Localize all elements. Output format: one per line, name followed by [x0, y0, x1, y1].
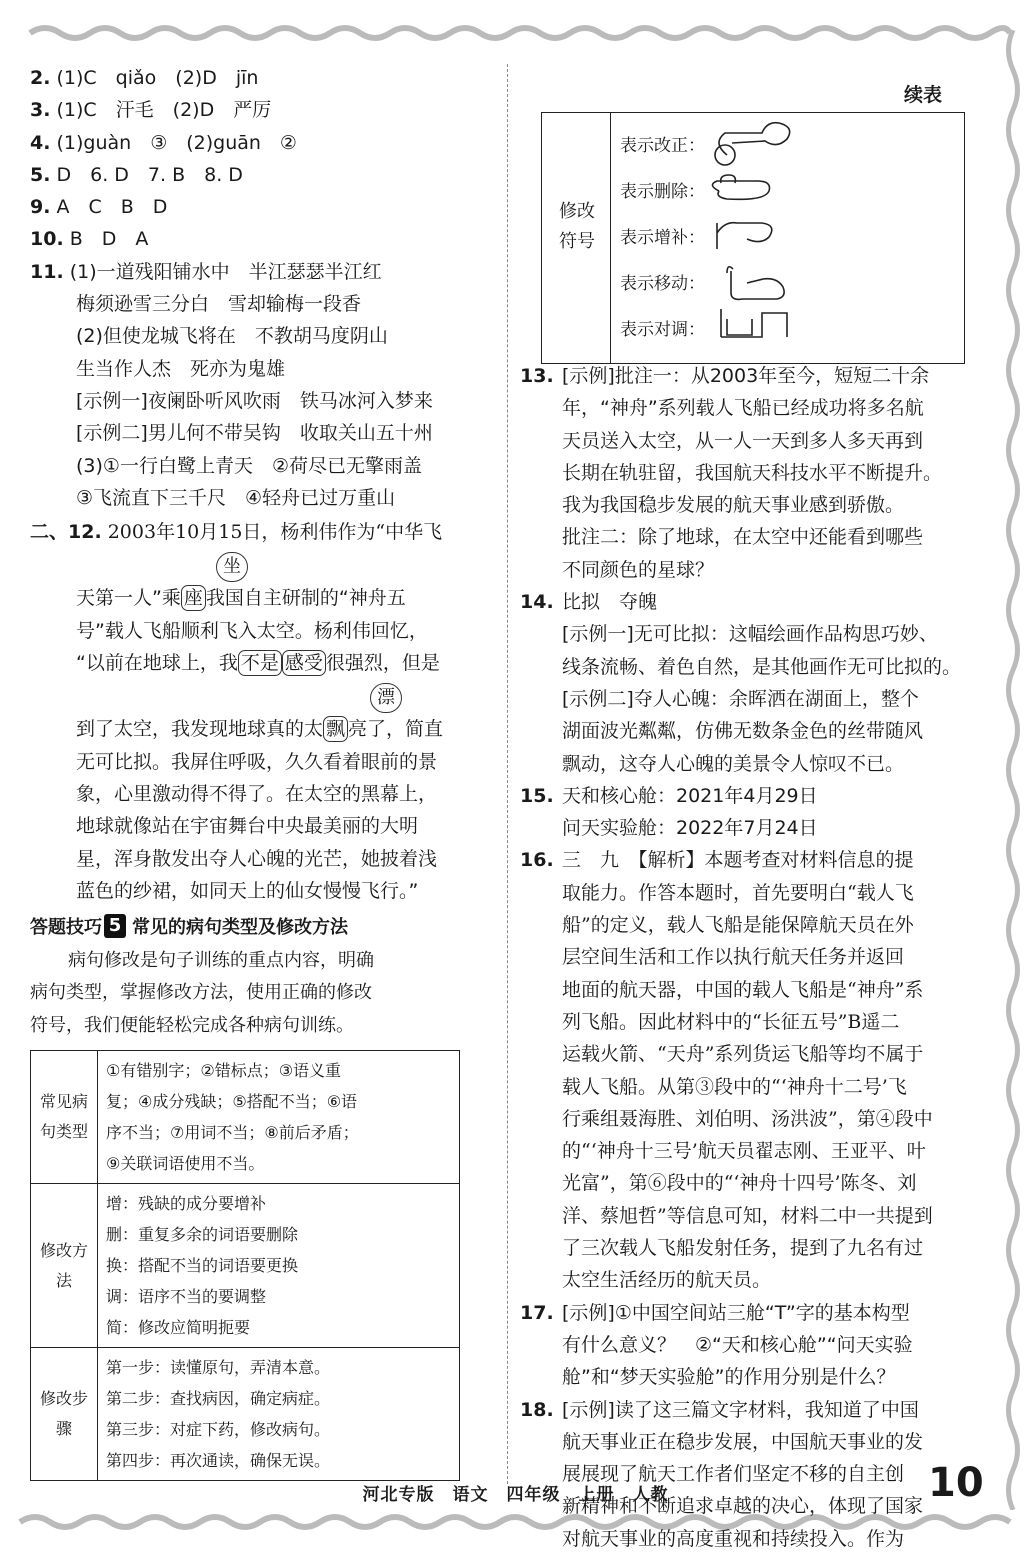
- symbol-row-label: 表示移动：: [620, 274, 705, 294]
- q13-line: [520, 425, 1005, 457]
- answer-text: 运载火箭、“天舟”系列货运飞船等均不属于: [562, 1043, 924, 1066]
- answer-text: 地面的航天器，中国的载人飞船是“神舟”系: [562, 978, 924, 1001]
- left-column: [30, 62, 490, 1481]
- q12-line: 无可比拟。我屏住呼吸，久久看着眼前的景: [76, 750, 438, 773]
- answer-text: 光富”，第⑥段中的“‘神舟十四号’陈冬、刘: [562, 1172, 917, 1195]
- answer-line: [30, 62, 490, 94]
- correction-symbols-box: [541, 112, 965, 364]
- swap-box-1: 不是: [238, 650, 282, 676]
- q16-line: [520, 1103, 1005, 1135]
- q13-line: [520, 392, 1005, 424]
- tip-header: 答题技巧 5 常见的病句类型及修改方法: [30, 915, 348, 939]
- q16-line: [520, 1167, 1005, 1199]
- q16-line: [520, 1135, 1005, 1167]
- q13-line: [520, 489, 1005, 521]
- table-row-head: 修改方法: [31, 1184, 98, 1348]
- q16-line: [520, 1071, 1005, 1103]
- answer-text: [示例]①中国空间站三舱“T”字的基本构型: [562, 1301, 910, 1324]
- answer-line: [示例一]夜阑卧听风吹雨 铁马冰河入梦来: [76, 389, 433, 412]
- answer-text: 问天实验舱：2022年7月24日: [562, 817, 818, 840]
- symbol-row-label: 表示删除：: [620, 182, 705, 202]
- q12-line-3: 号”载人飞船顺利飞入太空。杨利伟回忆，: [76, 619, 428, 642]
- answer-text: 洋、蔡旭哲”等信息可知，材料二中一共提到: [562, 1204, 933, 1227]
- q16-line: [520, 974, 1005, 1006]
- question-number: 18.: [520, 1398, 554, 1421]
- answer-line: [30, 256, 490, 288]
- answer-line: [30, 127, 490, 159]
- q12-line: 象，心里激动得不得了。在太空的黑幕上，: [76, 782, 438, 805]
- q16-line: [520, 941, 1005, 973]
- q12-rest: [30, 746, 490, 907]
- q12-line: 地球就像站在宇宙舞台中央最美丽的大明: [76, 815, 419, 838]
- table-row-body: [98, 1051, 460, 1184]
- answer-text: [示例一]无可比拟：这幅绘画作品构思巧妙、: [562, 623, 938, 646]
- tip-number-badge: 5: [104, 914, 126, 938]
- tip-table: [30, 1050, 460, 1481]
- table-row-head: 修改步骤: [31, 1348, 98, 1481]
- answer-text: 新精神和不断追求卓越的决心，体现了国家: [562, 1495, 924, 1518]
- answer-text: 天和核心舱：2021年4月29日: [562, 784, 818, 807]
- answer-text: 比拟 夺魄: [562, 591, 658, 614]
- q12-line-2: 天第一人”乘 座 我国自主研制的“神舟五: [76, 587, 406, 610]
- correction-box-zuo: 座: [181, 585, 206, 611]
- question-number: 9.: [30, 196, 51, 219]
- table-row: [31, 1348, 460, 1481]
- answer-text: 了三次载人飞船发射任务，提到了九名有过: [562, 1237, 924, 1260]
- answer-text: 航天事业正在稳步发展，中国航天事业的发: [562, 1430, 924, 1453]
- table-row: [31, 1184, 460, 1348]
- answer-line: [示例二]男儿何不带吴钩 收取关山五十州: [76, 422, 433, 445]
- table-cell-line: 第一步：读懂原句，弄清本意。: [106, 1358, 331, 1378]
- continued-label: 续表: [904, 84, 943, 106]
- q14-line: [520, 618, 1005, 650]
- answer-text: 取能力。作答本题时，首先要明白“载人飞: [562, 881, 914, 904]
- tip-intro-line: 病句修改是句子训练的重点内容，明确: [68, 950, 374, 972]
- question-number: 3.: [30, 99, 51, 122]
- insert-mark-2: [30, 679, 490, 719]
- answer-text: 批注二：除了地球，在太空中还能看到哪些: [562, 526, 924, 549]
- answer-text: (1)C qiǎo (2)D jīn: [50, 67, 259, 89]
- answer-text: [示例]批注一：从2003年至今，短短二十余: [562, 365, 930, 387]
- box-head: 修改符号: [559, 201, 595, 252]
- page-number: 10: [928, 1460, 984, 1506]
- right-wave-border: [1002, 30, 1024, 1510]
- insert-bubble-piao: 漂: [370, 683, 402, 713]
- q16-line: [520, 1038, 1005, 1070]
- answer-text: 展展现了航天工作者们坚定不移的自主创: [562, 1463, 905, 1486]
- q15-line: [520, 780, 1005, 812]
- answer-text: (1)guàn ③ (2)guān ②: [50, 131, 297, 154]
- right-answers: [520, 360, 1005, 1555]
- answers-11-continued: [30, 288, 490, 514]
- answer-text: B D A: [63, 228, 149, 251]
- q17-line: [520, 1297, 1005, 1329]
- question-number: 15.: [520, 784, 554, 807]
- q12-line: 星，浑身散发出夺人心魄的光芒，她披着浅: [76, 847, 438, 870]
- q13-line: [520, 360, 1005, 392]
- swap-box-2: 感受: [282, 650, 326, 676]
- table-cell-line: 复；④成分残缺；⑤搭配不当；⑥语: [106, 1092, 358, 1112]
- answer-line: (2)但使龙城飞将在 不教胡马度阴山: [76, 325, 388, 348]
- q16-line: [520, 844, 1005, 876]
- q16-line: [520, 877, 1005, 909]
- tip-intro-line: 符号，我们便能轻松完成各种病句训练。: [30, 1014, 354, 1036]
- q16-line: [520, 1264, 1005, 1296]
- q14-line: [520, 651, 1005, 683]
- answer-text: 我为我国稳步发展的航天事业感到骄傲。: [562, 494, 905, 517]
- question-number: 11.: [30, 260, 64, 283]
- question-number: 5.: [30, 163, 51, 186]
- answer-line: (3)①一行白鹭上青天 ②荷尽已无擎雨盖: [76, 454, 422, 477]
- symbol-row-label: 表示增补：: [620, 228, 705, 248]
- q12-line-4: “以前在地球上，我 不是 感受 很强烈，但是: [76, 652, 440, 675]
- q14-line: [520, 715, 1005, 747]
- page-footer: 河北专版 语文 四年级 上册 人教: [362, 1485, 669, 1505]
- q16-line: [520, 909, 1005, 941]
- answer-line: 生当作人杰 死亦为鬼雄: [76, 357, 286, 380]
- table-cell-line: 换：搭配不当的词语要更换: [106, 1256, 299, 1276]
- q14-line: [520, 748, 1005, 780]
- answer-text: (1)C 汗毛 (2)D 严厉: [50, 99, 272, 122]
- q15-line: [520, 812, 1005, 844]
- answer-text: 行乘组聂海胜、刘伯明、汤洪波”，第④段中: [562, 1107, 933, 1130]
- symbol-row-label: 表示改正：: [620, 136, 705, 156]
- answers-2-11: [30, 62, 490, 288]
- answer-text: 年，“神舟”系列载人飞船已经成功将多名航: [562, 397, 924, 420]
- answer-text: 线条流畅、着色自然，是其他画作无可比拟的。: [562, 655, 962, 678]
- answer-text: 长期在轨驻留，我国航天科技水平不断提升。: [562, 461, 943, 484]
- question-number: 13.: [520, 365, 554, 387]
- answer-line: 梅须逊雪三分白 雪却输梅一段香: [76, 293, 362, 316]
- answer-text: 载人飞船。从第③段中的“‘神舟十二号’飞: [562, 1075, 907, 1098]
- q12-line: 蓝色的纱裙，如同天上的仙女慢慢飞行。”: [76, 879, 419, 902]
- answer-text: 不同颜色的星球？: [562, 558, 715, 581]
- question-number: 17.: [520, 1301, 554, 1324]
- answer-text: 湖面波光粼粼，仿佛无数条金色的丝带随风: [562, 720, 924, 743]
- answer-text: [示例二]夺人心魄：余晖洒在湖面上，整个: [562, 687, 919, 710]
- question-number: 2.: [30, 67, 51, 89]
- insert-bubble-zuo: 坐: [216, 552, 248, 582]
- q18-line: [520, 1523, 1005, 1555]
- answer-text: (1)一道残阳铺水中 半江瑟瑟半江红: [63, 260, 382, 283]
- table-row-head: 常见病句类型: [31, 1051, 98, 1184]
- correction-box-piao: 飘: [323, 716, 348, 742]
- q17-line: [520, 1329, 1005, 1361]
- answer-line: [30, 94, 490, 126]
- box-separator: [610, 113, 611, 363]
- q13-line: [520, 457, 1005, 489]
- q12-first-line: 二、12. 2003年10月15日，杨利伟作为“中华飞: [30, 521, 443, 544]
- table-cell-line: 序不当；⑦用词不当；⑧前后矛盾；: [106, 1123, 359, 1143]
- q17-line: [520, 1361, 1005, 1393]
- answer-line: [30, 223, 490, 255]
- q18-line: [520, 1394, 1005, 1426]
- answer-line: ③飞流直下三千尺 ④轻舟已过万重山: [76, 486, 396, 509]
- q13-line: [520, 521, 1005, 553]
- q18-line: [520, 1426, 1005, 1458]
- q14-line: [520, 683, 1005, 715]
- answer-text: [示例]读了这三篇文字材料，我知道了中国: [562, 1398, 919, 1421]
- answer-text: 对航天事业的高度重视和持续投入。作为: [562, 1527, 905, 1550]
- answer-text: 天员送入太空，从一人一天到多人多天再到: [562, 429, 924, 452]
- right-column: [520, 360, 1005, 1555]
- tip-intro: [30, 945, 490, 1042]
- q12-line-5: 到了太空，我发现地球真的太 飘 亮了，简直: [76, 718, 444, 741]
- table-row-body: [98, 1184, 460, 1348]
- correction-symbols-icon: [707, 113, 827, 363]
- answer-line: [30, 191, 490, 223]
- question-number: 16.: [520, 849, 554, 872]
- answer-text: D 6. D 7. B 8. D: [50, 163, 243, 186]
- table-cell-line: ①有错别字；②错标点；③语义重: [106, 1061, 342, 1081]
- table-cell-line: 第四步：再次通读，确保无误。: [106, 1451, 331, 1471]
- table-cell-line: ⑨关联词语使用不当。: [106, 1154, 265, 1174]
- q16-line: [520, 1006, 1005, 1038]
- q16-line: [520, 1232, 1005, 1264]
- question-number: 14.: [520, 591, 554, 614]
- table-row-body: [98, 1348, 460, 1481]
- table-cell-line: 第二步：查找病因，确定病症。: [106, 1389, 331, 1409]
- insert-mark-1: [30, 548, 490, 588]
- column-divider: [507, 64, 508, 1484]
- q16-line: [520, 1200, 1005, 1232]
- answer-text: 飘动，这夺人心魄的美景令人惊叹不已。: [562, 752, 905, 775]
- question-number: 4.: [30, 131, 51, 154]
- table-cell-line: 第三步：对症下药，修改病句。: [106, 1420, 331, 1440]
- answer-text: 有什么意义？ ②“天和核心舱”“问天实验: [562, 1333, 913, 1356]
- q14-line: [520, 586, 1005, 618]
- top-wave-border: [0, 18, 1031, 48]
- answer-text: 层空间生活和工作以执行航天任务并返回: [562, 946, 905, 969]
- answer-text: 三 九 【解析】本题考查对材料信息的提: [562, 849, 914, 872]
- answer-text: 船”的定义，载人飞船是能保障航天员在外: [562, 914, 914, 937]
- symbol-row-label: 表示对调：: [620, 320, 705, 340]
- answer-text: 的“‘神舟十三号’航天员翟志刚、王亚平、叶: [562, 1140, 926, 1163]
- answer-text: 太空生活经历的航天员。: [562, 1269, 772, 1292]
- question-number: 10.: [30, 228, 64, 251]
- table-cell-line: 简：修改应简明扼要: [106, 1318, 251, 1338]
- table-cell-line: 增：残缺的成分要增补: [106, 1194, 267, 1214]
- answer-text: 列飞船。因此材料中的“长征五号”B遥二: [562, 1010, 900, 1033]
- table-row: [31, 1051, 460, 1184]
- answer-line: [30, 159, 490, 191]
- table-cell-line: 调：语序不当的要调整: [106, 1287, 267, 1307]
- q13-line: [520, 554, 1005, 586]
- answer-text: 舱”和“梦天实验舱”的作用分别是什么？: [562, 1366, 896, 1389]
- table-cell-line: 删：重复多余的词语要删除: [106, 1225, 299, 1245]
- answer-text: A C B D: [50, 196, 168, 219]
- tip-intro-line: 病句类型，掌握修改方法，使用正确的修改: [30, 982, 372, 1004]
